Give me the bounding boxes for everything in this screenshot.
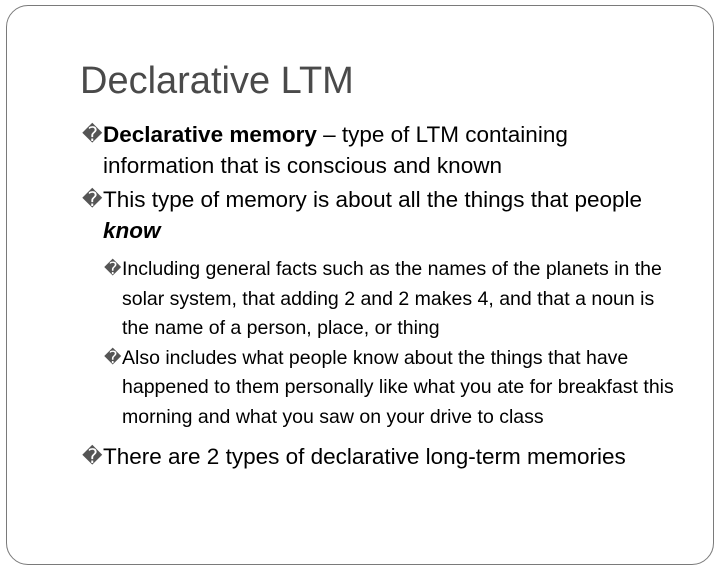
bullet-text: – type of LTM containing information that is conscious and known xyxy=(103,122,568,178)
bullet-two-types xyxy=(82,441,682,472)
bullet-text: Also includes what people know about the things that have happened to them personally like what you ate for breakfast this morning and what you saw on your drive to class xyxy=(122,346,674,428)
subbullet-personal-events xyxy=(104,344,682,433)
slide-body xyxy=(82,119,682,475)
bullet-bold-term: Declarative memory xyxy=(103,122,317,147)
bullet-memory-about xyxy=(82,184,682,246)
subbullet-general-facts xyxy=(104,255,682,344)
bullet-marker-icon: � xyxy=(82,187,103,211)
bullet-marker-icon: � xyxy=(82,444,103,468)
bullet-declarative-memory xyxy=(82,119,682,181)
bullet-marker-icon: � xyxy=(104,259,122,279)
slide-title: Declarative LTM xyxy=(80,60,354,102)
bullet-emphasis: know xyxy=(103,218,161,243)
bullet-text: This type of memory is about all the things that people xyxy=(103,187,643,212)
bullet-text: Including general facts such as the names of the planets in the solar system, that adding 2 and 2 makes 4, and that a noun is the name of a person, place, or thing xyxy=(122,258,662,339)
bullet-text: There are 2 types of declarative long-term memories xyxy=(103,444,626,469)
bullet-marker-icon: � xyxy=(82,122,103,146)
bullet-marker-icon: � xyxy=(104,347,122,368)
